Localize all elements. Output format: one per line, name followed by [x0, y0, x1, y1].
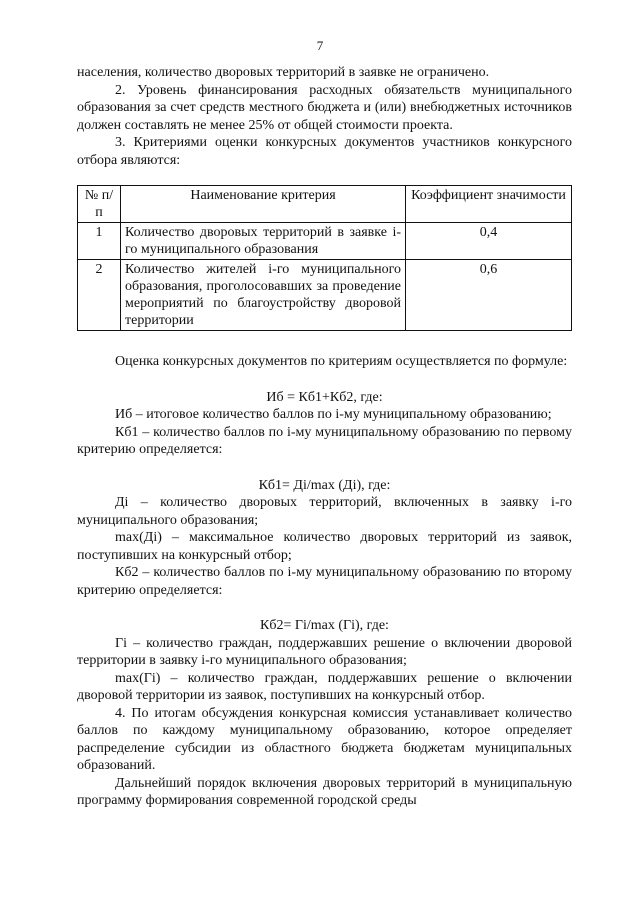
paragraph: Дальнейший порядок включения дворовых территорий в муниципальную программу формирования современной городской среды [77, 775, 572, 808]
header-cell: № п/п [78, 186, 121, 223]
table-cell: 2 [78, 260, 121, 331]
paragraph: 3. Критериями оценки конкурсных документов участников конкурсного отбора являются: [77, 135, 572, 168]
formula: Кб2= Гi/max (Гi), где: [260, 618, 389, 633]
paragraph: 2. Уровень финансирования расходных обязательств муниципального образования за счет средств местного бюджета и (или) внебюджетных источников должен составлять не менее 25% от общей стоимости проекта. [77, 82, 572, 133]
paragraph: Иб – итоговое количество баллов по i-му муниципальному образованию; [115, 407, 552, 422]
paragraph: max(Гi) – количество граждан, поддержавших решение о включении дворовой территории из заявок, поступивших на конкурсный отбор. [77, 670, 572, 703]
table-cell: Количество дворовых территорий в заявке i-го муниципального образования [121, 223, 406, 260]
table-cell: 0,4 [406, 223, 572, 260]
document-body [77, 64, 572, 810]
paragraph: max(Дi) – максимальное количество дворовых территорий из заявок, поступивших на конкурсный отбор; [77, 530, 572, 563]
formula: Иб = Кб1+Кб2, где: [266, 389, 383, 405]
paragraph: 4. По итогам обсуждения конкурсная комиссия устанавливает количество баллов по каждому муниципальному образованию, которое определяет распределение субсидии из областного бюджета бюджетам муниципальных образований. [77, 705, 572, 773]
table-cell: 1 [78, 223, 121, 260]
formula: Кб1= Дi/max (Дi), где: [258, 477, 391, 493]
paragraph: Дi – количество дворовых территорий, включенных в заявку i-го муниципального образования; [77, 495, 572, 528]
paragraph: Кб1 – количество баллов по i-му муниципальному образованию по первому критерию определяется: [77, 424, 572, 457]
paragraph: Оценка конкурсных документов по критериям осуществляется по формуле: [115, 354, 568, 369]
table-row [78, 223, 572, 260]
paragraph: Кб2 – количество баллов по i-му муниципальному образованию по второму критерию определяется: [77, 565, 572, 598]
table-cell: 0,6 [406, 260, 572, 331]
table-header-row [78, 186, 572, 223]
table-cell: Количество жителей i-го муниципального образования, проголосовавших за проведение мероприятий по благоустройству дворовой территории [121, 260, 406, 331]
criteria-table [77, 185, 572, 331]
page-number: 7 [316, 38, 324, 53]
paragraph: населения, количество дворовых территорий в заявке не ограничено. [77, 65, 490, 80]
paragraph: Гi – количество граждан, поддержавших решение о включении дворовой территории в заявку i-го муниципального образования; [77, 635, 572, 668]
header-cell: Наименование критерия [121, 186, 406, 223]
table-row [78, 260, 572, 331]
header-cell: Коэффициент значимости [406, 186, 572, 223]
